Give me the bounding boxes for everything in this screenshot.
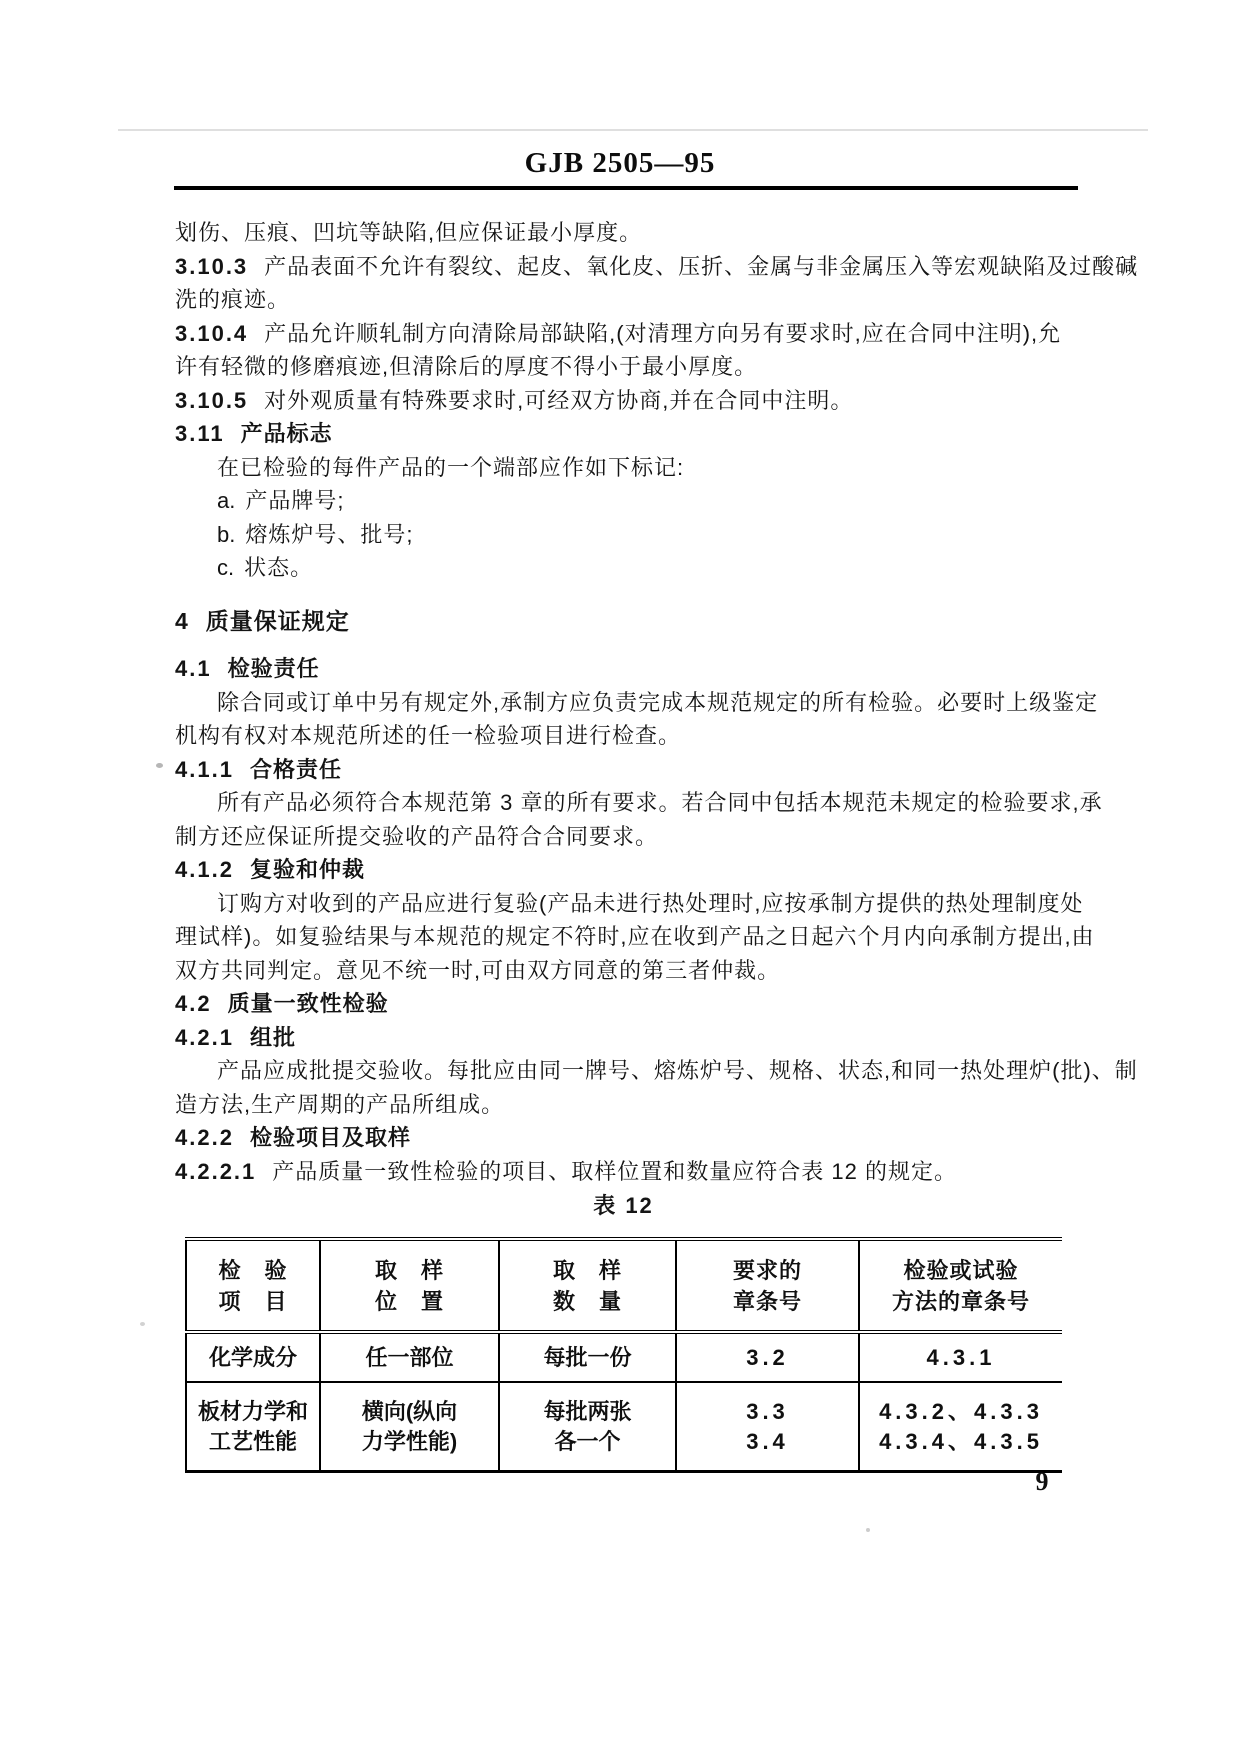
scan-artifact-line [118,129,1148,131]
text-line [175,820,1080,854]
scan-speck [140,1322,145,1326]
text-line [175,1121,1080,1155]
text-line [175,786,1103,820]
text-line [175,283,1080,317]
table-body [186,1332,1062,1472]
line-text: 质量保证规定 [205,607,350,634]
text-line [175,551,1080,585]
standard-number: GJB 2505—95 [524,147,716,179]
cell-line: 力学性能) [361,1428,458,1454]
scan-speck [156,763,163,768]
table-row [186,1382,1062,1472]
document-body [175,216,1139,1188]
clause-number: c. [217,555,235,580]
line-text: 许有轻微的修磨痕迹,但清除后的厚度不得小于最小厚度。 [175,354,758,379]
text-line [175,518,1080,552]
text-line [175,1021,1080,1055]
cell-line: 任一部位 [365,1344,454,1370]
table-cell [499,1332,676,1382]
table-cell [186,1382,320,1472]
text-line [175,417,1080,451]
text-line [175,652,1080,686]
text-line [175,605,1080,639]
clause-number: 4.2.2 [175,1125,234,1150]
line-text: 在已检验的每件产品的一个端部应作如下标记: [217,454,685,480]
line-text: 产品应成批提交验收。每批应由同一牌号、熔炼炉号、规格、状态,和同一热处理炉(批)、制 [217,1058,1138,1083]
table-header [186,1239,1062,1332]
line-text: 检验项目及取样 [249,1125,411,1150]
text-line [175,719,1080,753]
line-text: 所有产品必须符合本规范第 3 章的所有要求。若合同中包括本规范未规定的检验要求,承 [217,790,1103,815]
cell-line: 取 样 [374,1257,444,1283]
cell-line: 数 量 [552,1288,622,1314]
clause-number: 3.10.4 [175,320,249,346]
clause-number: 4.1.1 [175,756,234,782]
line-text: 双方共同判定。意见不统一时,可由双方同意的第三者仲裁。 [175,957,781,983]
header-cell [859,1239,1062,1332]
table-header-row [186,1239,1062,1332]
line-text: 检验责任 [227,656,320,681]
table-cell [859,1382,1062,1472]
text-line [175,216,1080,250]
line-text: 对外观质量有特殊要求时,可经双方协商,并在合同中注明。 [264,387,854,413]
line-text: 机构有权对本规范所述的任一检验项目进行检查。 [175,723,682,748]
clause-number: 4.1.2 [175,857,234,882]
text-line [175,954,1080,988]
text-line [175,753,1080,787]
text-line [175,484,1080,518]
line-text: 熔炼炉号、批号; [245,521,414,547]
cell-line: 章条号 [732,1288,802,1314]
cell-line: 3.2 [746,1344,789,1370]
table-cell [676,1332,859,1382]
cell-line: 板材力学和 [197,1398,308,1424]
cell-line: 横向(纵向 [361,1398,458,1424]
header-cell [320,1239,499,1332]
table-row [186,1332,1062,1382]
cell-line: 项 目 [218,1288,288,1314]
text-line [175,920,1095,954]
line-text: 复验和仲裁 [249,857,365,882]
text-line [175,887,1084,921]
text-line [175,686,1099,720]
cell-line: 3.3 [746,1398,789,1424]
cell-line: 每批两张 [543,1398,632,1424]
line-text: 制方还应保证所提交验收的产品符合合同要求。 [175,823,659,849]
line-text: 除合同或订单中另有规定外,承制方应负责完成本规范规定的所有检验。必要时上级鉴定 [217,689,1099,715]
text-line [175,1088,1080,1122]
table-cell [320,1382,499,1472]
page-number: 9 [1035,1467,1049,1496]
cell-line: 方法的章条号 [891,1288,1030,1314]
cell-line: 工艺性能 [208,1428,297,1454]
clause-number: 4.1 [175,656,212,681]
text-line [175,250,1139,284]
text-line [175,451,1080,485]
cell-line: 每批一份 [543,1344,632,1370]
inspection-table [185,1237,1062,1473]
cell-line: 位 置 [374,1288,444,1314]
line-text: 产品表面不允许有裂纹、起皮、氧化皮、压折、金属与非金属压入等宏观缺陷及过酸碱 [264,253,1139,279]
header-rule [174,186,1078,190]
clause-number: 4.2.2.1 [175,1158,257,1184]
line-text: 质量一致性检验 [227,991,389,1016]
line-text: 产品标志 [240,421,333,446]
clause-number: a. [217,488,236,513]
line-text: 造方法,生产周期的产品所组成。 [175,1091,505,1117]
clause-number: 4.2.1 [175,1024,234,1050]
cell-line: 各一个 [554,1428,621,1454]
table-cell [676,1382,859,1472]
clause-number: 4.2 [175,991,212,1016]
scan-speck [866,1528,870,1532]
line-text: 理试样)。如复验结果与本规范的规定不符时,应在收到产品之日起六个月内向承制方提出,由 [175,924,1095,949]
cell-line: 4.3.4、4.3.5 [879,1428,1043,1454]
text-line [175,317,1080,351]
header-cell [499,1239,676,1332]
text-line [175,384,1080,418]
text-line [175,1155,1080,1189]
cell-line: 检 验 [218,1257,288,1283]
table-cell [859,1332,1062,1382]
table-cell [499,1382,676,1472]
cell-line: 4.3.2、4.3.3 [879,1398,1043,1424]
line-text: 洗的痕迹。 [175,287,291,312]
clause-number: 3.10.3 [175,253,249,279]
cell-line: 检验或试验 [903,1257,1019,1283]
clause-number: 4 [175,607,190,634]
clause-number: b. [217,521,236,547]
text-line [175,853,1080,887]
cell-line: 3.4 [746,1428,789,1454]
cell-line: 化学成分 [208,1344,297,1370]
line-text: 划伤、压痕、凹坑等缺陷,但应保证最小厚度。 [175,220,643,245]
line-text: 组批 [249,1024,296,1050]
text-line [175,1054,1138,1088]
header-cell [676,1239,859,1332]
table-cell [186,1332,320,1382]
clause-number: 3.10.5 [175,387,249,413]
text-line [175,350,1080,384]
line-text: 合格责任 [249,756,342,782]
clause-number: 3.11 [175,421,225,446]
cell-line: 取 样 [552,1257,622,1283]
cell-line: 要求的 [732,1257,802,1283]
header-cell [186,1239,320,1332]
text-line [175,987,1080,1021]
line-text: 产品质量一致性检验的项目、取样位置和数量应符合表 12 的规定。 [272,1158,957,1184]
line-text: 产品牌号; [245,488,345,513]
table-cell [320,1332,499,1382]
cell-line: 4.3.1 [926,1344,996,1370]
line-text: 状态。 [244,555,314,580]
table-caption: 表 12 [593,1193,654,1218]
line-text: 产品允许顺轧制方向清除局部缺陷,(对清理方向另有要求时,应在合同中注明),允 [264,320,1062,346]
line-text: 订购方对收到的产品应进行复验(产品未进行热处理时,应按承制方提供的热处理制度处 [217,890,1084,916]
